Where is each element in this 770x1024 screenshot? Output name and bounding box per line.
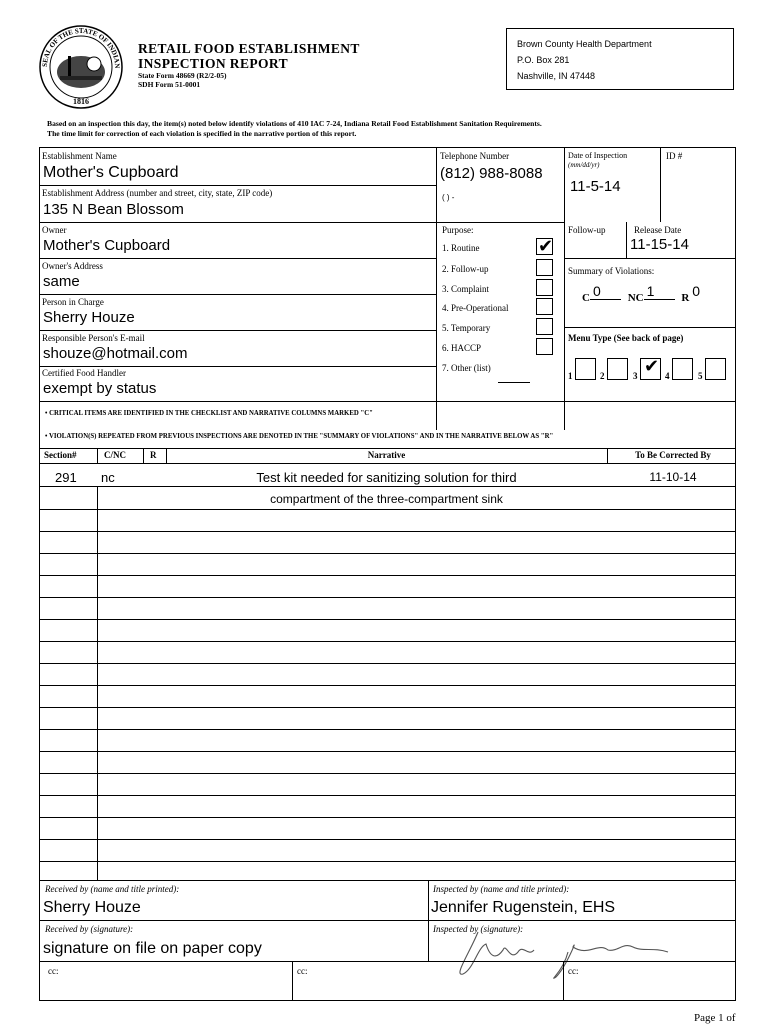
agency-box	[506, 28, 734, 90]
agency-line-2: P.O. Box 281	[517, 55, 570, 65]
seal-text: SEAL OF THE STATE OF INDIAN	[40, 26, 122, 69]
inspected-name: Jennifer Rugenstein, EHS	[431, 899, 616, 916]
menu-type-number: 2	[600, 371, 605, 381]
menu-type-checkbox[interactable]	[607, 358, 628, 380]
menu-type-number: 3	[633, 371, 638, 381]
summary-c-value: 0	[590, 283, 621, 300]
divider	[97, 448, 98, 463]
food-handler: exempt by status	[43, 380, 157, 397]
table-row-line	[39, 641, 736, 642]
divider	[39, 330, 436, 331]
table-row-line	[39, 663, 736, 664]
inspection-date-sub: (mm/dd/yr)	[568, 161, 600, 169]
table-row-line	[39, 751, 736, 752]
purpose-item-label: 3. Complaint	[442, 284, 489, 294]
table-row-line	[39, 773, 736, 774]
row-2-narrative: compartment of the three-compartment sink	[270, 492, 503, 506]
cc-1: cc:	[48, 966, 59, 976]
intro-line-1: Based on an inspection this day, the item(s) noted below identify violations of 410 IAC 7-24, Indiana Retail Food Establishment Sanitation Requirements.	[47, 119, 542, 128]
divider	[39, 366, 436, 367]
check-mark-icon: ✔	[643, 356, 660, 376]
menu-type-checkbox[interactable]	[640, 358, 661, 380]
telephone-2: ( ) -	[442, 193, 455, 202]
purpose-checkbox[interactable]	[536, 279, 553, 296]
other-line	[498, 382, 530, 383]
header-narrative: Narrative	[367, 450, 406, 460]
purpose-checkbox[interactable]	[536, 338, 553, 355]
received-name: Sherry Houze	[43, 899, 141, 916]
purpose-item-label: 2. Follow-up	[442, 264, 489, 274]
table-row-line	[39, 619, 736, 620]
divider	[563, 961, 564, 1001]
divider	[564, 327, 736, 328]
table-row-line	[39, 839, 736, 840]
establishment-name: Mother's Cupboard	[43, 164, 179, 181]
release-date-label: Release Date	[634, 225, 682, 235]
summary-nc-label: NC	[627, 292, 644, 304]
divider	[39, 463, 736, 464]
seal-year: 1816	[73, 97, 89, 106]
summary-label: Summary of Violations:	[568, 266, 655, 276]
received-signature: signature on file on paper copy	[43, 940, 262, 957]
purpose-checkbox[interactable]	[536, 259, 553, 276]
table-row-line	[39, 685, 736, 686]
page-number: Page 1 of	[694, 1012, 736, 1024]
table-row-line	[39, 509, 736, 510]
divider	[143, 448, 144, 463]
owner-label: Owner	[42, 225, 67, 235]
table-row-line	[39, 531, 736, 532]
owner-address: same	[43, 273, 80, 290]
person-in-charge: Sherry Houze	[43, 309, 135, 326]
owner-address-label: Owner's Address	[42, 261, 103, 271]
header-r: R	[150, 450, 157, 460]
table-row-line	[39, 486, 736, 487]
header-section: Section#	[44, 450, 77, 460]
menu-type-number: 1	[568, 371, 573, 381]
divider	[39, 185, 436, 186]
inspection-date-label: Date of Inspection	[568, 151, 628, 160]
divider	[660, 147, 661, 222]
intro-line-2: The time limit for correction of each violation is specified in the narrative portion of this report.	[47, 129, 357, 138]
menu-type-checkbox[interactable]	[672, 358, 693, 380]
menu-type-number: 4	[665, 371, 670, 381]
telephone-value: (812) 988-8088	[440, 165, 543, 182]
table-row-line	[39, 707, 736, 708]
divider	[39, 401, 736, 402]
critical-note: • CRITICAL ITEMS ARE IDENTIFIED IN THE CHECKLIST AND NARRATIVE COLUMNS MARKED "C"	[45, 410, 373, 417]
divider	[39, 961, 736, 962]
summary-c-label: C	[582, 292, 590, 304]
id-label: ID #	[666, 151, 683, 161]
summary-r-label: R	[681, 292, 690, 304]
received-signature-label: Received by (signature):	[45, 924, 134, 934]
row-1-section: 291	[55, 470, 77, 485]
row-1-narrative: Test kit needed for sanitizing solution for third	[256, 470, 517, 485]
divider	[39, 880, 736, 881]
menu-type-checkbox[interactable]	[705, 358, 726, 380]
header-cnc: C/NC	[104, 450, 126, 460]
person-in-charge-label: Person in Charge	[42, 297, 104, 307]
address-label: Establishment Address (number and street, city, state, ZIP code)	[42, 188, 273, 198]
table-row-line	[39, 597, 736, 598]
table-row-line	[39, 817, 736, 818]
table-row-line	[39, 553, 736, 554]
row-1-cnc: nc	[101, 470, 115, 485]
agency-line-1: Brown County Health Department	[517, 39, 652, 49]
agency-line-3: Nashville, IN 47448	[517, 71, 596, 81]
table-row-line	[39, 729, 736, 730]
purpose-item-label: 4. Pre-Operational	[442, 303, 509, 313]
purpose-checkbox[interactable]	[536, 298, 553, 315]
menu-type-number: 5	[698, 371, 703, 381]
received-name-label: Received by (name and title printed):	[45, 884, 180, 894]
inspection-date: 11-5-14	[570, 178, 621, 195]
divider	[39, 222, 564, 223]
telephone-label: Telephone Number	[440, 151, 510, 161]
header-corrected-by: To Be Corrected By	[635, 450, 711, 460]
establishment-name-label: Establishment Name	[42, 151, 117, 161]
summary-counts	[582, 283, 701, 305]
menu-type-label: Menu Type (See back of page)	[568, 333, 684, 343]
release-date: 11-15-14	[630, 236, 689, 253]
purpose-checkbox[interactable]	[536, 238, 553, 255]
food-handler-label: Certified Food Handler	[42, 368, 126, 378]
divider	[436, 147, 437, 430]
divider	[39, 294, 436, 295]
table-row-line	[39, 575, 736, 576]
table-row-line	[39, 861, 736, 862]
cc-2: cc:	[297, 966, 308, 976]
form-title	[138, 41, 360, 89]
section-column-line	[97, 486, 98, 880]
title-line-1: RETAIL FOOD ESTABLISHMENT	[138, 41, 360, 56]
purpose-label: Purpose:	[442, 225, 474, 235]
divider	[626, 222, 627, 258]
summary-nc-value: 1	[644, 283, 675, 300]
title-line-2: INSPECTION REPORT	[138, 56, 288, 71]
divider	[607, 448, 608, 463]
followup-label: Follow-up	[568, 225, 606, 235]
divider	[564, 258, 736, 259]
row-1-corrected-by: 11-10-14	[649, 470, 697, 484]
purpose-checkbox[interactable]	[536, 318, 553, 335]
form-number-1: State Form 48669 (R2/2-05)	[138, 71, 227, 80]
purpose-item-label: 5. Temporary	[442, 323, 491, 333]
email-label: Responsible Person's E-mail	[42, 333, 145, 343]
divider	[39, 920, 736, 921]
check-mark-icon: ✔	[537, 236, 554, 256]
owner-value: Mother's Cupboard	[43, 237, 171, 254]
purpose-item-label: 1. Routine	[442, 243, 480, 253]
divider	[292, 961, 293, 1001]
table-row-line	[39, 795, 736, 796]
repeated-note: • VIOLATION(S) REPEATED FROM PREVIOUS INSPECTIONS ARE DENOTED IN THE "SUMMARY OF VIOLATIONS" AND IN THE NARRATIVE BELOW AS "R"	[45, 433, 554, 440]
inspected-signature-label: Inspected by (signature):	[433, 924, 524, 934]
intro-text	[47, 119, 542, 139]
divider	[39, 258, 436, 259]
form-number-2: SDH Form 51-0001	[138, 80, 201, 89]
purpose-item-label: 7. Other (list)	[442, 363, 491, 373]
cc-3: cc:	[568, 966, 579, 976]
divider	[564, 147, 565, 430]
summary-r-value: 0	[692, 283, 701, 299]
establishment-address: 135 N Bean Blossom	[43, 201, 184, 218]
purpose-item-label: 6. HACCP	[442, 343, 482, 353]
email-value: shouze@hotmail.com	[43, 345, 188, 362]
menu-type-checkbox[interactable]	[575, 358, 596, 380]
state-seal	[38, 24, 124, 110]
inspected-name-label: Inspected by (name and title printed):	[433, 884, 570, 894]
